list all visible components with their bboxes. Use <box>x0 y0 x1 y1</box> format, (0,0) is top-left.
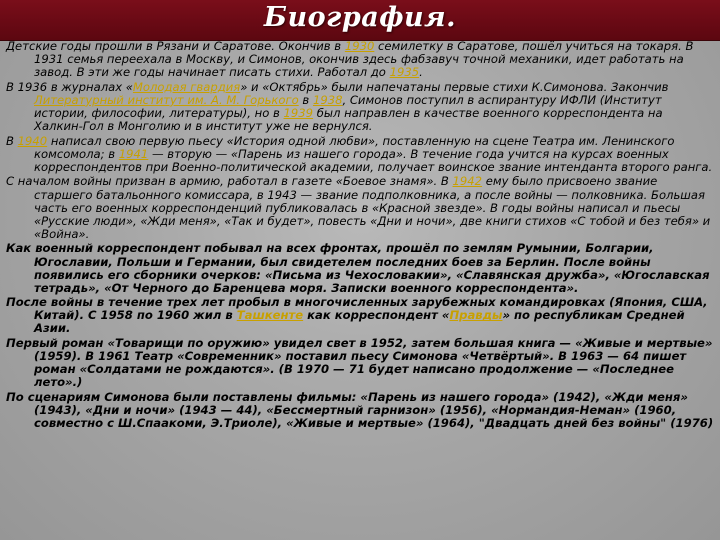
text-segment: Как военный корреспондент побывал на всех фронтах, прошёл по землям Румынии, Болгарии, Югославии, Польши и Германии, был свидетелем последних боев за Берлин. После войны появились его сборники очерков: «Письма из Чехословакии», «Славянская дружба», «Югославская тетрадь», «От Черного до Баренцева моря. Записки военного корреспондента». <box>6 241 710 295</box>
hyperlink[interactable]: 1939 <box>283 105 314 120</box>
hyperlink[interactable]: Ташкенте <box>236 308 304 323</box>
text-segment: — вторую — «Парень из нашего города». В течение года учится на курсах военных корреспондентов при Военно-политической академии, получает воинское звание интенданта второго ранга. <box>34 146 713 174</box>
text-segment: . <box>419 65 423 80</box>
slide-title: Биография. <box>263 2 457 33</box>
hyperlink[interactable]: Правды <box>449 308 503 323</box>
hyperlink[interactable]: Молодая гвардия <box>132 79 241 94</box>
biography-paragraph <box>6 296 714 335</box>
biography-text <box>6 40 714 432</box>
text-segment: , Симонов поступил в аспирантуру ИФЛИ (Институт истории, философии, литературы), но в <box>34 92 662 120</box>
text-segment: написал свою первую пьесу «История одной любви», поставленную на сцене Театра им. Ленинского комсомола; в <box>34 133 675 161</box>
hyperlink[interactable]: 1938 <box>312 92 343 107</box>
biography-paragraph <box>6 40 714 79</box>
biography-paragraph <box>6 242 714 294</box>
text-segment: как корреспондент « <box>303 308 450 323</box>
hyperlink[interactable]: 1941 <box>118 146 149 161</box>
hyperlink[interactable]: 1940 <box>17 133 48 148</box>
text-segment: ему было присвоено звание старшего батальонного комиссара, в 1943 — звание подполковника, а после войны — полковника. Большая часть его военных корреспонденций публиковалась в «Красной звезде». В годы войны написал и пьесы «Русские люди», «Жди меня», «Так и будет», повесть «Дни и ночи», две книги стихов «С тобой и без тебя» и «Война». <box>34 174 711 241</box>
hyperlink[interactable]: 1942 <box>452 174 483 189</box>
text-segment: С началом войны призван в армию, работал в газете «Боевое знамя». В <box>6 174 453 189</box>
text-segment: » и «Октябрь» были напечатаны первые стихи К.Симонова. Закончив <box>240 79 669 94</box>
hyperlink[interactable]: 1935 <box>389 65 420 80</box>
text-segment: Детские годы прошли в Рязани и Саратове. Окончив в <box>6 39 345 53</box>
biography-paragraph <box>6 391 714 430</box>
biography-paragraph <box>6 81 714 133</box>
text-segment: В 1936 в журналах « <box>6 79 133 94</box>
hyperlink[interactable]: Литературный институт им. А. М. Горького <box>34 92 299 107</box>
text-segment: После войны в течение трех лет пробыл в многочисленных зарубежных командировках (Япония, США, Китай). С 1958 по 1960 жил в <box>6 295 708 323</box>
text-segment: Первый роман «Товарищи по оружию» увидел свет в 1952, затем большая книга — «Живые и мертвые» (1959). В 1961 Театр «Современник» поставил пьесу Симонова «Четвёртый». В 1963 — 64 пишет роман «Солдатами не рождаются». (В 1970 — 71 будет написано продолжение — «Последнее лето».) <box>6 336 713 390</box>
text-segment: был направлен в качестве военного корреспондента на Халкин-Гол в Монголию и в институт уже не вернулся. <box>34 105 663 134</box>
biography-paragraph <box>6 135 714 174</box>
text-segment: По сценариям Симонова были поставлены фильмы: «Парень из нашего города» (1942), «Жди меня» (1943), «Дни и ночи» (1943 — 44), «Бессмертный гарнизон» (1956), «Нормандия-Неман» (1960, совместно с Ш.Спаакоми, Э.Триоле), «Живые и мертвые» (1964), "Двадцать дней без войны" (1976) <box>6 389 714 431</box>
title-bar <box>0 0 720 41</box>
text-segment: семилетку в Саратове, пошёл учиться на токаря. В 1931 семья переехала в Москву, и Симонов, окончив здесь фабзавуч точной механики, идет работать на завод. В эти же годы начинает писать стихи. Работал до <box>34 39 694 80</box>
text-segment: » по республикам Средней Азии. <box>34 308 685 336</box>
biography-paragraph <box>6 175 714 240</box>
text-segment: в <box>298 92 313 107</box>
hyperlink[interactable]: 1930 <box>344 39 375 53</box>
text-segment: В <box>6 133 18 148</box>
biography-paragraph <box>6 337 714 389</box>
